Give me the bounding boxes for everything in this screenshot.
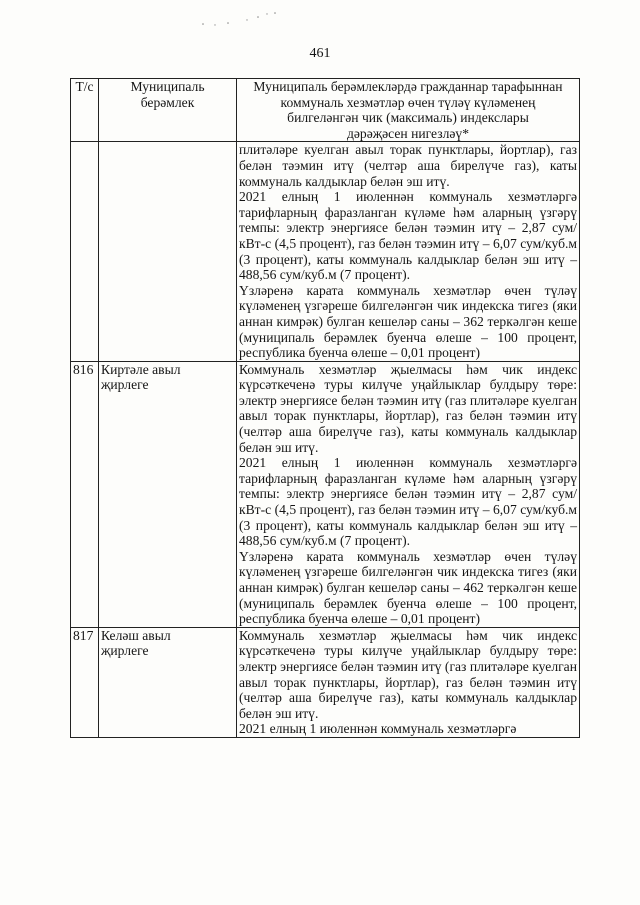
row-paragraph: 2021 елның 1 июленнән коммуналь хезмәтләргә: [239, 721, 517, 737]
row-municipality-line: җирлеге: [101, 377, 149, 393]
page-number: 461: [309, 46, 331, 61]
scan-specks: [195, 8, 315, 30]
table-header-row: [71, 79, 580, 142]
row-municipality-line: Келәш авыл: [101, 627, 171, 643]
row-paragraph: Үзләренә карата коммуналь хезмәтләр өчен түләү күләменең үзгәреше билгеләнгән чик индекска тигез (яки аннан кимрәк) булган кешеләр саны – 462 теркәлгән кеше (муниципаль берәмлек буенча өлеше – 100 процент, республика буенча өлеше – 0,01 процент): [239, 548, 577, 627]
header-justification-line: Муниципаль берәмлекләрдә гражданнар тарафыннан: [253, 79, 563, 94]
table-row: [71, 142, 580, 361]
row-justification: [237, 361, 580, 627]
row-municipality-line: Киртәле авыл: [101, 361, 181, 377]
row-paragraph: Коммуналь хезмәтләр җыелмасы һәм чик индекс күрсәткеченә туры килүче уңайлыклар булдыру төре: электр энергиясе белән тәэмин итү (газ плитәләре куелган авыл торак пунктлары, йортлар), газ белән тәэмин итү (челтәр аша бирелүче газ), каты коммуналь калдыклар белән эш итү.: [239, 361, 577, 455]
header-number: Т/с: [71, 79, 99, 142]
header-municipality: [99, 79, 237, 142]
header-justification-line: билгеләнгән чик (максималь) индекслары: [287, 110, 529, 126]
row-paragraph: 2021 елның 1 июленнән коммуналь хезмәтләргә тарифларның фаразланган күләме һәм аларның үзгәрү темпы: электр энергиясе белән тәэмин итү – 2,87 сум/кВт-с (4,5 процент), газ белән тәэмин итү – 6,07 сум/куб.м (3 процент), каты коммуналь калдыклар белән эш итү – 488,56 сум/куб.м (7 процент).: [239, 189, 577, 283]
row-paragraph: Үзләренә карата коммуналь хезмәтләр өчен түләү күләменең үзгәреше билгеләнгән чик индекска тигез (яки аннан кимрәк) булган кешеләр саны – 362 теркәлгән кеше (муниципаль берәмлек буенча өлеше – 100 процент, республика буенча өлеше – 0,01 процент): [239, 282, 577, 361]
header-municipality-line: Муниципаль: [130, 79, 205, 94]
header-justification: [237, 79, 580, 142]
row-number: 817: [71, 627, 99, 737]
header-municipality-line: берәмлек: [140, 94, 195, 110]
row-number: 816: [71, 361, 99, 627]
row-paragraph: Коммуналь хезмәтләр җыелмасы һәм чик индекс күрсәткеченә туры килүче уңайлыклар булдыру төре: электр энергиясе белән тәэмин итү (газ плитәләре куелган авыл торак пунктлары, йортлар), газ белән тәэмин итү (челтәр аша бирелүче газ), каты коммуналь калдыклар белән эш итү.: [239, 627, 577, 721]
row-municipality-line: җирлеге: [101, 643, 149, 659]
header-justification-line: коммуналь хезмәтләр өчен түләү күләменең: [280, 94, 536, 110]
table-row: [71, 627, 580, 737]
row-paragraph: 2021 елның 1 июленнән коммуналь хезмәтләргә тарифларның фаразланган күләме һәм аларның үзгәрү темпы: электр энергиясе белән тәэмин итү – 2,87 сум/кВт-с (4,5 процент), газ белән тәэмин итү – 6,07 сум/куб.м (3 процент), каты коммуналь калдыклар белән эш итү – 488,56 сум/куб.м (7 процент).: [239, 455, 577, 549]
tariff-table: [70, 78, 580, 738]
row-justification: [237, 627, 580, 737]
row-number: [71, 142, 99, 361]
table-row: [71, 361, 580, 627]
row-municipality: [99, 142, 237, 361]
row-justification: [237, 142, 580, 361]
row-municipality: [99, 361, 237, 627]
row-paragraph: плитәләре куелган авыл торак пунктлары, йортлар), газ белән тәэмин итү (челтәр аша бирелүче газ), каты коммуналь калдыклар белән эш итү.: [239, 142, 577, 189]
header-justification-line: дәрәҗәсен нигезләү*: [346, 125, 470, 141]
row-municipality: [99, 627, 237, 737]
